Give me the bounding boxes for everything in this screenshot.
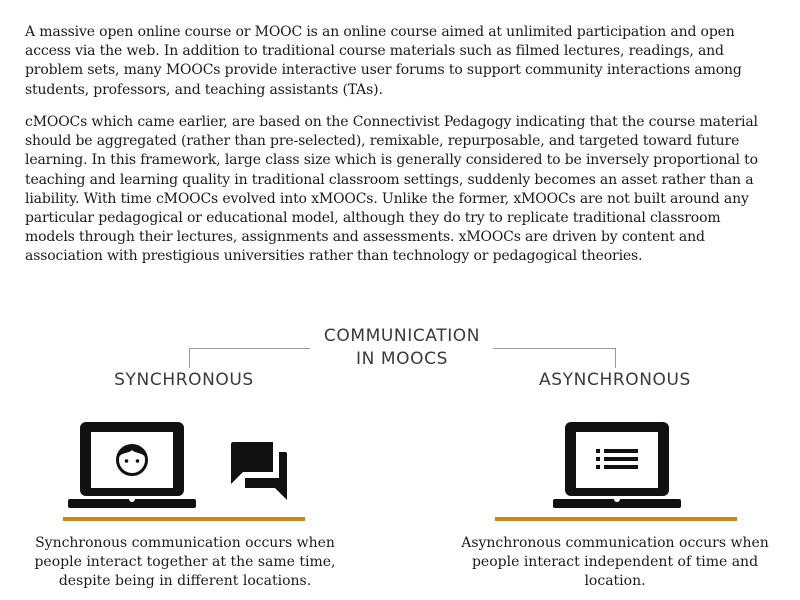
chat-bubbles-icon xyxy=(225,436,293,500)
right-branch-drop xyxy=(615,348,616,368)
asynchronous-underline xyxy=(495,517,737,521)
asynchronous-heading: ASYNCHRONOUS xyxy=(539,370,691,390)
synchronous-caption: Synchronous communication occurs when people interact together at the same time, despite being in different locations. xyxy=(34,535,336,590)
diagram-title-line-1: COMMUNICATION xyxy=(323,326,481,346)
synchronous-heading: SYNCHRONOUS xyxy=(114,370,254,390)
diagram-title xyxy=(310,325,494,371)
cmooc-xmooc-paragraph: cMOOCs which came earlier, are based on the Connectivist Pedagogy indicating that the course material should be aggregated (rather than pre-selected), remixable, repurposable, and targeted toward future learning. In this framework, large class size which is generally considered to be inversely proportional to teaching and learning quality in traditional classroom settings, suddenly becomes an asset rather than a liability. With time cMOOCs evolved into xMOOCs. Unlike the former, xMOOCs are not built around any particular pedagogical or educational model, although they do try to replicate traditional classroom models through their lectures, assignments and assessments. xMOOCs are driven by content and association with prestigious universities rather than technology or pedagogical theories. xyxy=(25,114,758,265)
laptop-face-icon xyxy=(68,420,196,512)
left-branch-line xyxy=(189,348,310,349)
left-branch-drop xyxy=(189,348,190,368)
synchronous-underline xyxy=(63,517,305,521)
laptop-list-icon xyxy=(553,420,681,512)
diagram-title-line-2: IN MOOCS xyxy=(355,349,449,369)
asynchronous-caption: Asynchronous communication occurs when people interact independent of time and location. xyxy=(461,535,769,590)
right-branch-line xyxy=(493,348,615,349)
intro-paragraph: A massive open online course or MOOC is an online course aimed at unlimited participation and open access via the web. In addition to traditional course materials such as filmed lectures, readings, and problem sets, many MOOCs provide interactive user forums to support community interactions among students, professors, and teaching assistants (TAs). xyxy=(25,24,742,98)
